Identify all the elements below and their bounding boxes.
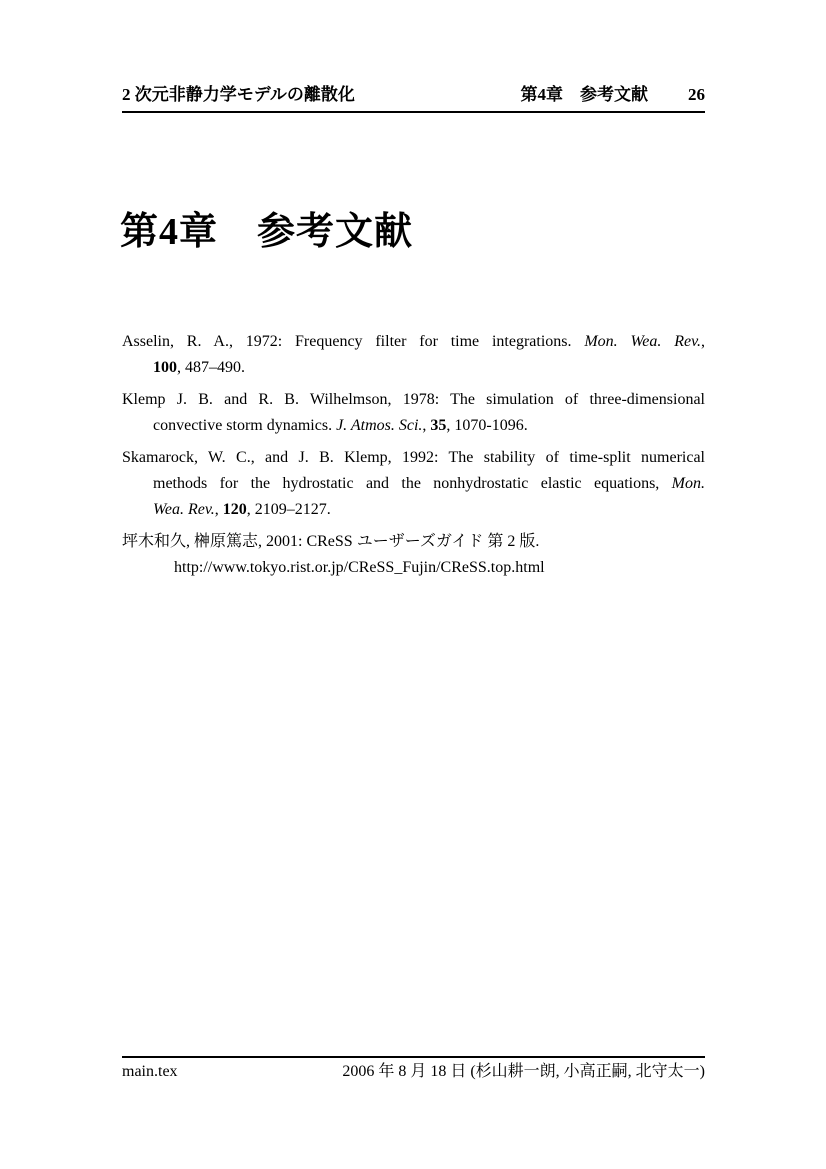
reference-text-segment: Mon. Wea. Rev.: [584, 333, 702, 350]
reference-line: [153, 471, 705, 497]
chapter-title: 第4章 参考文献: [120, 211, 414, 253]
reference-text-segment: 坪木和久, 榊原篤志, 2001: CReSS ユーザーズガイド 第 2 版.: [122, 533, 540, 550]
reference-text-segment: J. Atmos. Sci.: [336, 417, 423, 434]
footer-rule: [122, 1056, 705, 1058]
header-left-title: 2 次元非静力学モデルの離散化: [122, 85, 355, 104]
header-chapter-label: 第4章 参考文献: [520, 85, 648, 104]
reference-line: [122, 387, 705, 413]
reference-text-segment: Mon.: [671, 475, 705, 492]
reference-entry: [122, 387, 705, 439]
running-header: [122, 85, 705, 105]
reference-text-segment: Skamarock, W. C., and J. B. Klemp, 1992: The stability of time-split numerical: [122, 449, 705, 466]
reference-entry: [122, 445, 705, 523]
reference-text-segment: methods for the hydrostatic and the nonhydrostatic elastic equations,: [153, 475, 672, 492]
footer-filename: main.tex: [122, 1063, 178, 1080]
reference-text-segment: , 2109–2127.: [246, 501, 331, 518]
bibliography: [122, 329, 705, 587]
reference-line: [153, 497, 705, 523]
reference-text-segment: , 1070-1096.: [446, 417, 528, 434]
reference-entry: [122, 529, 705, 581]
reference-text-segment: Asselin, R. A., 1972: Frequency filter for time integrations.: [122, 333, 585, 350]
reference-text-segment: ,: [701, 333, 706, 350]
header-right-group: [521, 85, 706, 105]
reference-text-segment: Wea. Rev.: [153, 501, 215, 518]
reference-line: [153, 413, 705, 439]
reference-text-segment: 100: [153, 359, 177, 376]
reference-text-segment: , 487–490.: [177, 359, 245, 376]
reference-text-segment: ,: [422, 417, 431, 434]
running-footer: [122, 1062, 705, 1082]
reference-text-segment: Klemp J. B. and R. B. Wilhelmson, 1978: The simulation of three-dimensional: [122, 391, 705, 408]
reference-line: [153, 355, 705, 381]
reference-entry: [122, 329, 705, 381]
reference-line: [122, 529, 705, 555]
reference-text-segment: convective storm dynamics.: [153, 417, 337, 434]
header-page-number: 26: [688, 85, 705, 104]
reference-line: [122, 329, 705, 355]
header-rule: [122, 111, 705, 113]
reference-line: [122, 445, 705, 471]
reference-text-segment: http://www.tokyo.rist.or.jp/CReSS_Fujin/CReSS.top.html: [174, 559, 545, 576]
reference-text-segment: 120: [222, 501, 247, 518]
reference-line: [174, 555, 705, 581]
footer-date-authors: 2006 年 8 月 18 日 (杉山耕一朗, 小高正嗣, 北守太一): [342, 1063, 705, 1080]
reference-text-segment: 35: [430, 417, 447, 434]
reference-text-segment: ,: [214, 501, 223, 518]
